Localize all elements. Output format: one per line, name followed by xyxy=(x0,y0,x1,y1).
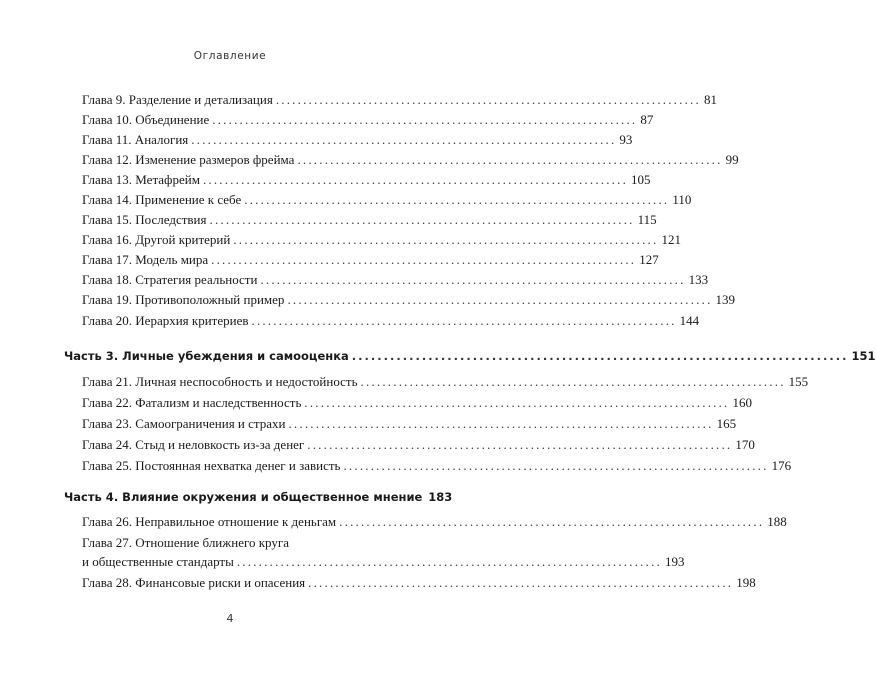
dot-leader: .............................................................................. xyxy=(287,292,713,307)
toc-entry-page: 188 xyxy=(767,514,787,529)
dot-leader: .............................................................................. xyxy=(251,313,677,328)
toc-entry[interactable] xyxy=(82,132,633,148)
toc-entry-title: Глава 28. Финансовые риски и опасения xyxy=(82,575,306,590)
toc-entry-page: 110 xyxy=(672,192,692,207)
running-header: Оглавление xyxy=(193,50,267,62)
dot-leader: .............................................................................. xyxy=(233,232,659,247)
toc-entry-title-line1[interactable]: Глава 27. Отношение ближнего круга xyxy=(82,535,289,550)
dot-leader: .............................................................................. xyxy=(308,575,734,590)
toc-entry[interactable] xyxy=(82,252,659,268)
toc-entry-page: 127 xyxy=(639,252,659,267)
toc-entry[interactable] xyxy=(82,514,787,530)
toc-entry-page: 155 xyxy=(788,374,809,389)
toc-entry-title: Глава 18. Стратегия реальности xyxy=(82,272,258,287)
toc-entry-page: 144 xyxy=(679,313,700,328)
toc-entry[interactable] xyxy=(82,313,700,329)
dot-leader: .............................................................................. xyxy=(236,554,662,569)
toc-part-entry[interactable] xyxy=(64,349,876,363)
toc-entry-title: Глава 14. Применение к себе xyxy=(82,192,242,207)
toc-entry[interactable] xyxy=(82,416,737,432)
toc-entry[interactable] xyxy=(82,292,736,308)
toc-entry[interactable] xyxy=(82,152,739,168)
dot-leader: .............................................................................. xyxy=(288,416,714,431)
dot-leader: .............................................................................. xyxy=(351,349,849,363)
toc-entry-page: 176 xyxy=(771,458,792,473)
toc-entry-page: 121 xyxy=(661,232,681,247)
toc-entry[interactable] xyxy=(82,92,717,108)
toc-entry[interactable] xyxy=(82,172,651,188)
toc-entry-title: Глава 13. Метафрейм xyxy=(82,172,200,187)
toc-entry-title: Глава 16. Другой критерий xyxy=(82,232,231,247)
toc-entry-title-line2: и общественные стандарты xyxy=(82,554,234,569)
toc-entry[interactable] xyxy=(82,395,752,411)
toc-entry-page: 198 xyxy=(736,575,756,590)
dot-leader: .............................................................................. xyxy=(343,458,769,473)
dot-leader: .............................................................................. xyxy=(191,132,617,147)
toc-entry[interactable] xyxy=(82,575,756,591)
toc-entry-title: Глава 11. Аналогия xyxy=(82,132,189,147)
toc-entry[interactable] xyxy=(82,232,681,248)
toc-entry[interactable] xyxy=(82,272,709,288)
toc-entry-page: 99 xyxy=(725,152,739,167)
toc-entry-page: 165 xyxy=(716,416,737,431)
dot-leader: .............................................................................. xyxy=(304,395,730,410)
toc-entry-page: 105 xyxy=(631,172,651,187)
toc-entry-page: 139 xyxy=(715,292,736,307)
dot-leader: .............................................................................. xyxy=(244,192,670,207)
dot-leader: .............................................................................. xyxy=(260,272,686,287)
toc-entry-page: 87 xyxy=(640,112,654,127)
toc-entry[interactable] xyxy=(82,554,685,570)
toc-entry[interactable] xyxy=(82,458,792,474)
toc-entry[interactable] xyxy=(82,437,755,453)
toc-entry-title: Глава 22. Фатализм и наследственность xyxy=(82,395,302,410)
toc-entry-title: Глава 21. Личная неспособность и недостойность xyxy=(82,374,358,389)
toc-entry-title: Глава 23. Самоограничения и страхи xyxy=(82,416,286,431)
toc-entry-title: Глава 25. Постоянная нехватка денег и зависть xyxy=(82,458,341,473)
toc-entry-title: Глава 10. Объединение xyxy=(82,112,210,127)
toc-entry-page: 193 xyxy=(664,554,685,569)
toc-part-title: Часть 3. Личные убеждения и самооценка xyxy=(64,349,349,363)
toc-entry-title: Глава 24. Стыд и неловкость из-за денег xyxy=(82,437,305,452)
page-number: 4 xyxy=(226,612,234,625)
toc-entry-page: 115 xyxy=(637,212,657,227)
toc-entry-title: Глава 26. Неправильное отношение к деньгам xyxy=(82,514,337,529)
toc-entry-page: 133 xyxy=(688,272,709,287)
toc-part-page: 183 xyxy=(428,490,453,504)
dot-leader: .............................................................................. xyxy=(209,212,635,227)
toc-entry-title: Глава 17. Модель мира xyxy=(82,252,209,267)
toc-part-page: 151 xyxy=(851,349,876,363)
toc-entry-title: Глава 15. Последствия xyxy=(82,212,207,227)
toc-entry-page: 170 xyxy=(735,437,755,452)
dot-leader: .............................................................................. xyxy=(275,92,701,107)
dot-leader: .............................................................................. xyxy=(202,172,629,187)
toc-entry[interactable] xyxy=(82,374,809,390)
dot-leader: .............................................................................. xyxy=(307,437,733,452)
dot-leader: .............................................................................. xyxy=(297,152,723,167)
toc-entry-page: 81 xyxy=(703,92,717,107)
toc-entry-page: 160 xyxy=(732,395,752,410)
toc-part-entry[interactable] xyxy=(64,490,453,504)
dot-leader: .............................................................................. xyxy=(360,374,786,389)
toc-entry-title: Глава 12. Изменение размеров фрейма xyxy=(82,152,295,167)
toc-part-title: Часть 4. Влияние окружения и общественное мнение xyxy=(64,490,423,504)
toc-entry[interactable] xyxy=(82,192,692,208)
toc-entry-title: Глава 19. Противоположный пример xyxy=(82,292,285,307)
toc-entry-page: 93 xyxy=(619,132,633,147)
toc-entry[interactable] xyxy=(82,112,654,128)
dot-leader: .............................................................................. xyxy=(339,514,765,529)
toc-entry-title: Глава 20. Иерархия критериев xyxy=(82,313,249,328)
toc-entry-title: Глава 9. Разделение и детализация xyxy=(82,92,273,107)
dot-leader: .............................................................................. xyxy=(211,252,637,267)
toc-entry[interactable] xyxy=(82,212,657,228)
dot-leader: .............................................................................. xyxy=(212,112,638,127)
